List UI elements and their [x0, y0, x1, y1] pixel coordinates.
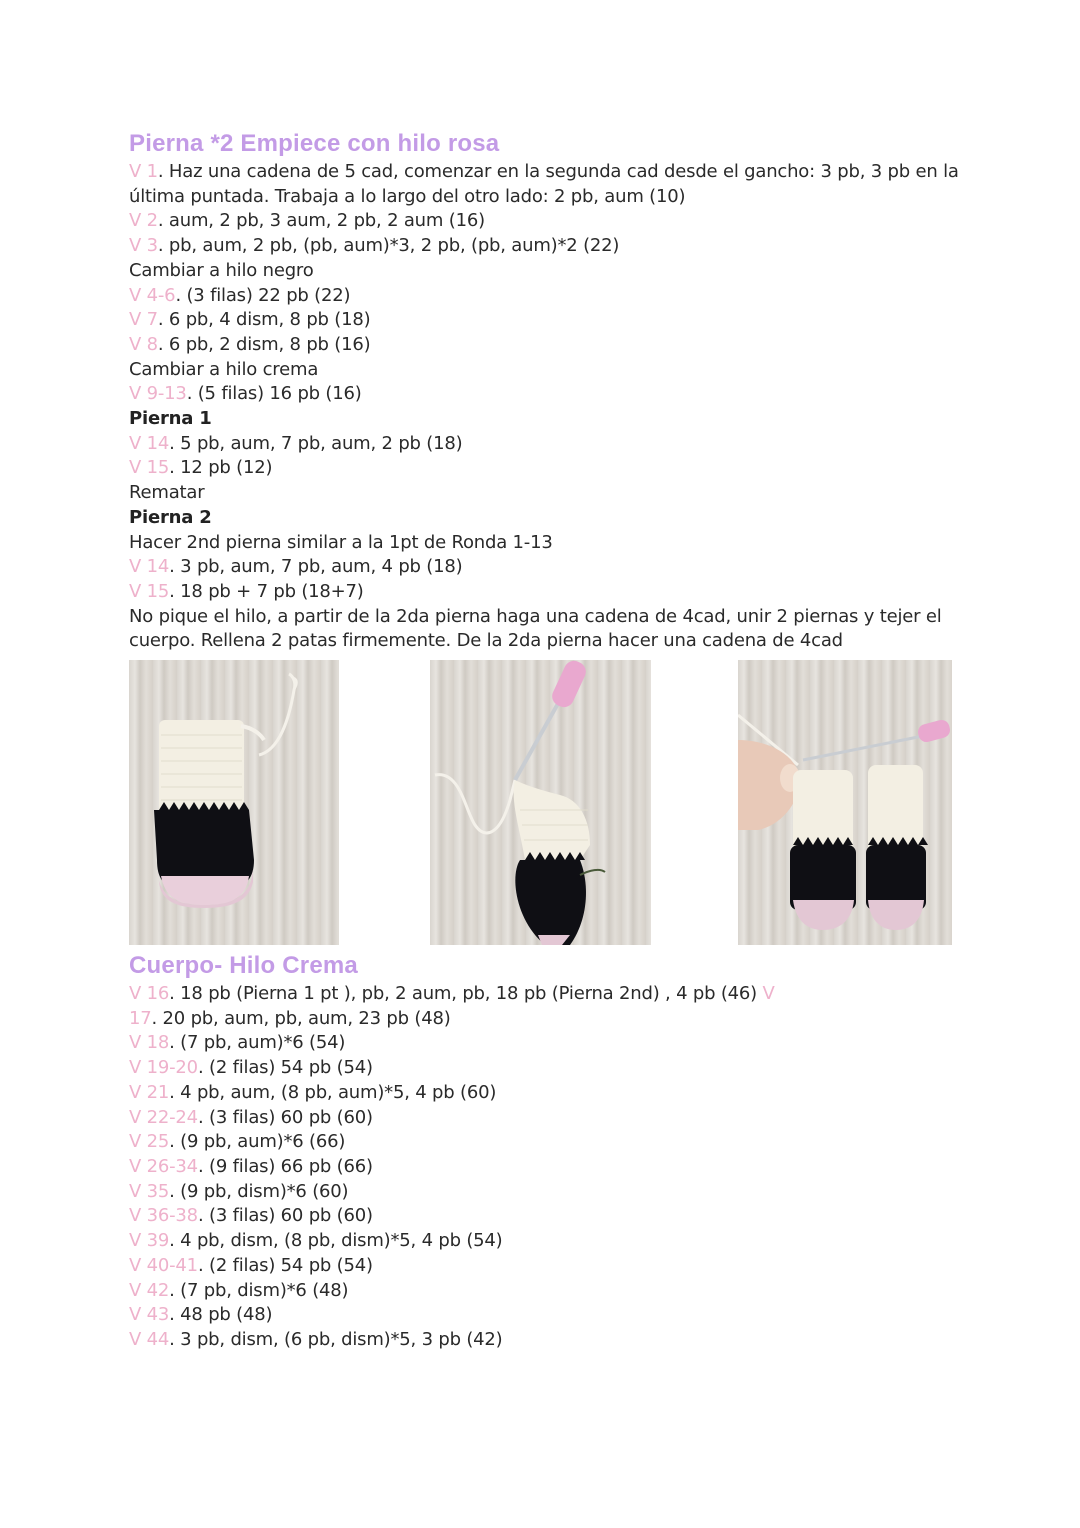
instruction-line: V 44. 3 pb, dism, (6 pb, dism)*5, 3 pb (42)	[129, 1328, 503, 1350]
instruction-note: Hacer 2nd pierna similar a la 1pt de Ronda 1-13	[129, 531, 553, 553]
instruction-line: V 35. (9 pb, dism)*6 (60)	[129, 1180, 349, 1202]
round-label: V 25	[129, 1131, 170, 1153]
round-label: V 15	[129, 580, 170, 602]
pattern-page	[129, 128, 959, 1353]
instruction-line: V 4-6. (3 filas) 22 pb (22)	[129, 284, 351, 306]
instruction-line: V 1. Haz una cadena de 5 cad, comenzar en la segunda cad desde el gancho: 3 pb, 3 pb en la última puntada. Trabaja a lo largo del otro lado: 2 pb, aum (10)	[129, 161, 959, 207]
color-change-note: Cambiar a hilo negro	[129, 259, 314, 281]
subtitle-leg-2: Pierna 2	[129, 506, 212, 528]
instruction-line: V 14. 5 pb, aum, 7 pb, aum, 2 pb (18)	[129, 432, 463, 454]
round-label: V 2	[129, 210, 158, 232]
photo-leg-with-hook	[430, 660, 651, 945]
round-label: V 26-34	[129, 1155, 198, 1177]
section-title-body: Cuerpo- Hilo Crema	[129, 952, 358, 980]
round-label: V 8	[129, 333, 158, 355]
section-title-legs: Pierna *2 Empiece con hilo rosa	[129, 130, 500, 157]
instruction-line: V 8. 6 pb, 2 dism, 8 pb (16)	[129, 333, 371, 355]
instruction-line: V 16. 18 pb (Pierna 1 pt ), pb, 2 aum, pb, 18 pb (Pierna 2nd) , 4 pb (46) V	[129, 983, 775, 1005]
instruction-line: V 7. 6 pb, 4 dism, 8 pb (18)	[129, 309, 371, 331]
instruction-line: V 2. aum, 2 pb, 3 aum, 2 pb, 2 aum (16)	[129, 210, 485, 232]
legs-instructions	[129, 160, 959, 654]
round-label: V 40-41	[129, 1254, 198, 1276]
round-label: V 43	[129, 1304, 170, 1326]
instruction-line: V 9-13. (5 filas) 16 pb (16)	[129, 383, 362, 405]
round-label: V 21	[129, 1081, 170, 1103]
instruction-line: V 39. 4 pb, dism, (8 pb, dism)*5, 4 pb (54)	[129, 1230, 503, 1252]
instruction-line: V 22-24. (3 filas) 60 pb (60)	[129, 1106, 373, 1128]
subtitle-leg-1: Pierna 1	[129, 408, 212, 430]
instruction-line: V 43. 48 pb (48)	[129, 1304, 273, 1326]
finish-note: Rematar	[129, 482, 205, 504]
instruction-line: V 19-20. (2 filas) 54 pb (54)	[129, 1057, 373, 1079]
round-label: V 35	[129, 1180, 170, 1202]
round-label: V 42	[129, 1279, 170, 1301]
round-label: V 9-13	[129, 383, 187, 405]
round-label: V 18	[129, 1032, 170, 1054]
leg-illustration-3	[738, 660, 952, 945]
round-label: V 39	[129, 1230, 170, 1252]
instruction-line: V 3. pb, aum, 2 pb, (pb, aum)*3, 2 pb, (pb, aum)*2 (22)	[129, 235, 620, 257]
round-label: V 4-6	[129, 284, 176, 306]
round-label: V 15	[129, 457, 170, 479]
body-instructions	[129, 982, 959, 1353]
instruction-line: V 42. (7 pb, dism)*6 (48)	[129, 1279, 349, 1301]
round-label-trailing: V	[762, 983, 775, 1005]
photo-single-leg	[129, 660, 339, 945]
round-label: V 1	[129, 161, 158, 182]
instruction-line: V 26-34. (9 filas) 66 pb (66)	[129, 1155, 373, 1177]
round-label: V 7	[129, 309, 158, 331]
instruction-line: V 21. 4 pb, aum, (8 pb, aum)*5, 4 pb (60)	[129, 1081, 497, 1103]
round-label: 17	[129, 1007, 152, 1029]
instruction-line: V 36-38. (3 filas) 60 pb (60)	[129, 1205, 373, 1227]
photo-row	[129, 658, 959, 950]
join-legs-note: No pique el hilo, a partir de la 2da pierna haga una cadena de 4cad, unir 2 piernas y tejer el cuerpo. Rellena 2 patas firmemente. De la 2da pierna hacer una cadena de 4cad	[129, 605, 942, 652]
photo-two-legs-joined	[738, 660, 952, 945]
instruction-line: V 15. 18 pb + 7 pb (18+7)	[129, 580, 364, 602]
leg-illustration-2	[430, 660, 651, 945]
round-label: V 16	[129, 983, 170, 1005]
instruction-line: V 40-41. (2 filas) 54 pb (54)	[129, 1254, 373, 1276]
leg-illustration-1	[129, 660, 339, 945]
instruction-line: V 25. (9 pb, aum)*6 (66)	[129, 1131, 346, 1153]
instruction-line: V 14. 3 pb, aum, 7 pb, aum, 4 pb (18)	[129, 556, 463, 578]
round-label: V 36-38	[129, 1205, 198, 1227]
round-label: V 14	[129, 556, 170, 578]
round-label: V 3	[129, 235, 158, 257]
round-label: V 14	[129, 432, 170, 454]
instruction-line: V 18. (7 pb, aum)*6 (54)	[129, 1032, 346, 1054]
color-change-note: Cambiar a hilo crema	[129, 358, 319, 380]
round-label: V 44	[129, 1328, 170, 1350]
instruction-line: V 15. 12 pb (12)	[129, 457, 273, 479]
instruction-line: 17. 20 pb, aum, pb, aum, 23 pb (48)	[129, 1007, 451, 1029]
round-label: V 19-20	[129, 1057, 198, 1079]
round-label: V 22-24	[129, 1106, 198, 1128]
